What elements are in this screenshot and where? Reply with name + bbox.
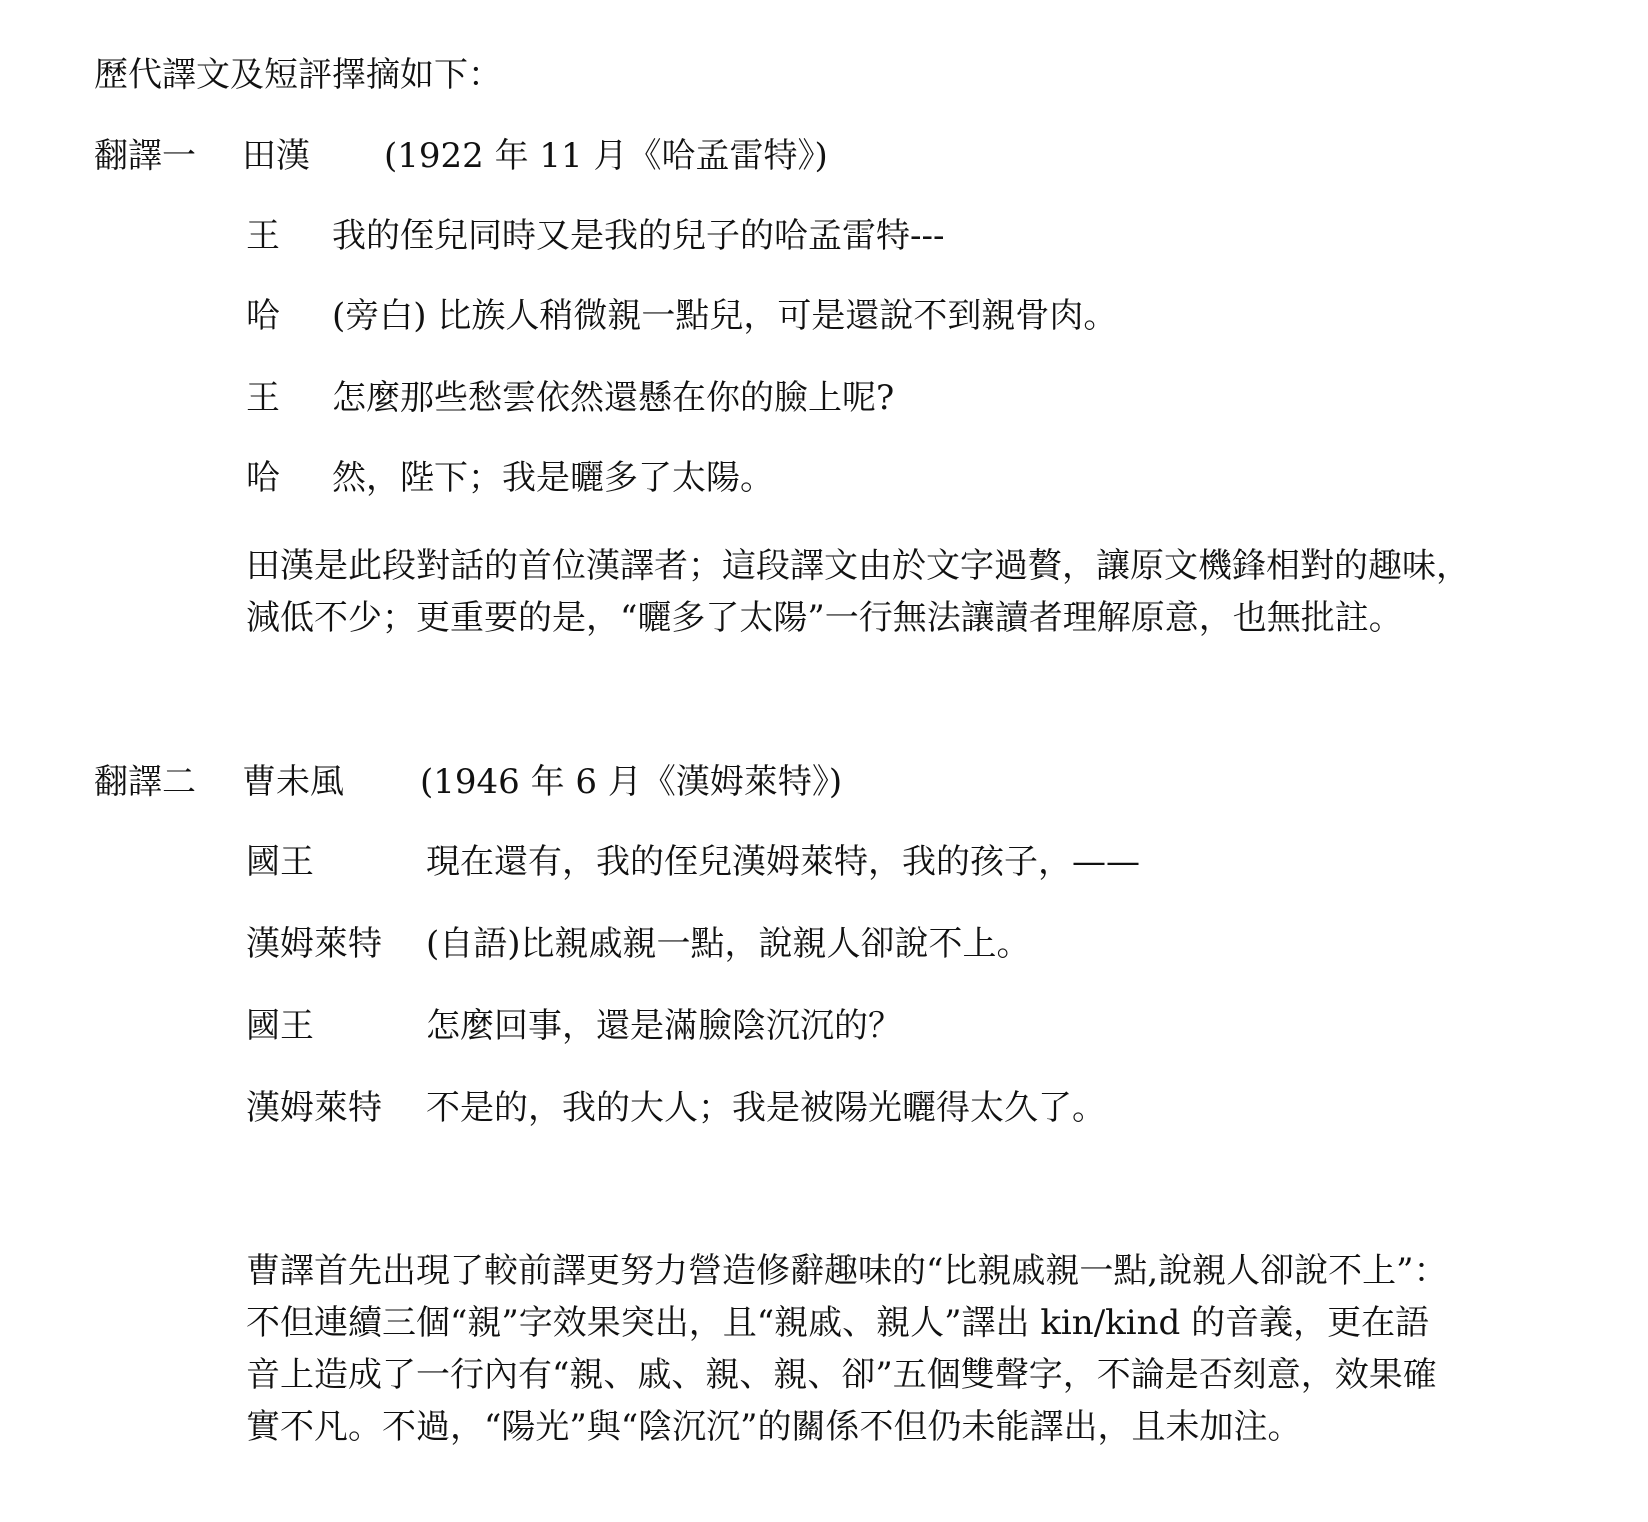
speaker: 國王 — [246, 1006, 314, 1046]
translation-source: (1946 年 6 月《漢姆萊特》) — [420, 762, 843, 802]
commentary-line: 曹譯首先出現了較前譯更努力營造修辭趣味的“比親戚親一點,說親人卻說不上”： — [246, 1251, 1448, 1291]
translation-label: 翻譯一 — [94, 136, 196, 176]
translation-1-commentary — [246, 540, 1566, 644]
dialogue-text: 怎麼那些愁雲依然還懸在你的臉上呢? — [332, 378, 895, 418]
dialogue-text: (旁白) 比族人稍微親一點兒，可是還說不到親骨肉。 — [332, 296, 1118, 336]
intro-text: 歷代譯文及短評擇摘如下： — [94, 55, 502, 95]
speaker: 國王 — [246, 842, 314, 882]
translation-label: 翻譯二 — [94, 762, 196, 802]
speaker: 漢姆萊特 — [246, 924, 382, 964]
dialogue-text: 不是的，我的大人；我是被陽光曬得太久了。 — [426, 1088, 1106, 1128]
translation-2-commentary — [246, 1245, 1566, 1453]
dialogue-text: 我的侄兒同時又是我的兒子的哈孟雷特--- — [332, 216, 945, 256]
commentary-line: 減低不少；更重要的是，“曬多了太陽”一行無法讓讀者理解原意，也無批註。 — [246, 598, 1403, 638]
dialogue-text: 現在還有，我的侄兒漢姆萊特，我的孩子，—— — [426, 842, 1140, 882]
translator-name: 曹未風 — [242, 762, 344, 802]
commentary-line: 田漢是此段對話的首位漢譯者；這段譯文由於文字過贅，讓原文機鋒相對的趣味， — [246, 546, 1470, 586]
speaker: 哈 — [246, 296, 280, 336]
commentary-line: 不但連續三個“親”字效果突出，且“親戚、親人”譯出 kin/kind 的音義，更在語 — [246, 1303, 1430, 1343]
translator-name: 田漢 — [242, 136, 310, 176]
dialogue-text: 怎麼回事，還是滿臉陰沉沉的？ — [426, 1006, 902, 1046]
speaker: 哈 — [246, 458, 280, 498]
speaker: 漢姆萊特 — [246, 1088, 382, 1128]
speaker: 王 — [246, 216, 280, 256]
commentary-line: 音上造成了一行內有“親、戚、親、親、卻”五個雙聲字，不論是否刻意，效果確 — [246, 1355, 1437, 1395]
commentary-line: 實不凡。不過，“陽光”與“陰沉沉”的關係不但仍未能譯出，且未加注。 — [246, 1407, 1302, 1447]
translation-source: (1922 年 11 月《哈孟雷特》) — [384, 136, 828, 176]
dialogue-text: 然，陛下；我是曬多了太陽。 — [332, 458, 774, 498]
speaker: 王 — [246, 378, 280, 418]
dialogue-text: (自語)比親戚親一點，說親人卻說不上。 — [426, 924, 1031, 964]
